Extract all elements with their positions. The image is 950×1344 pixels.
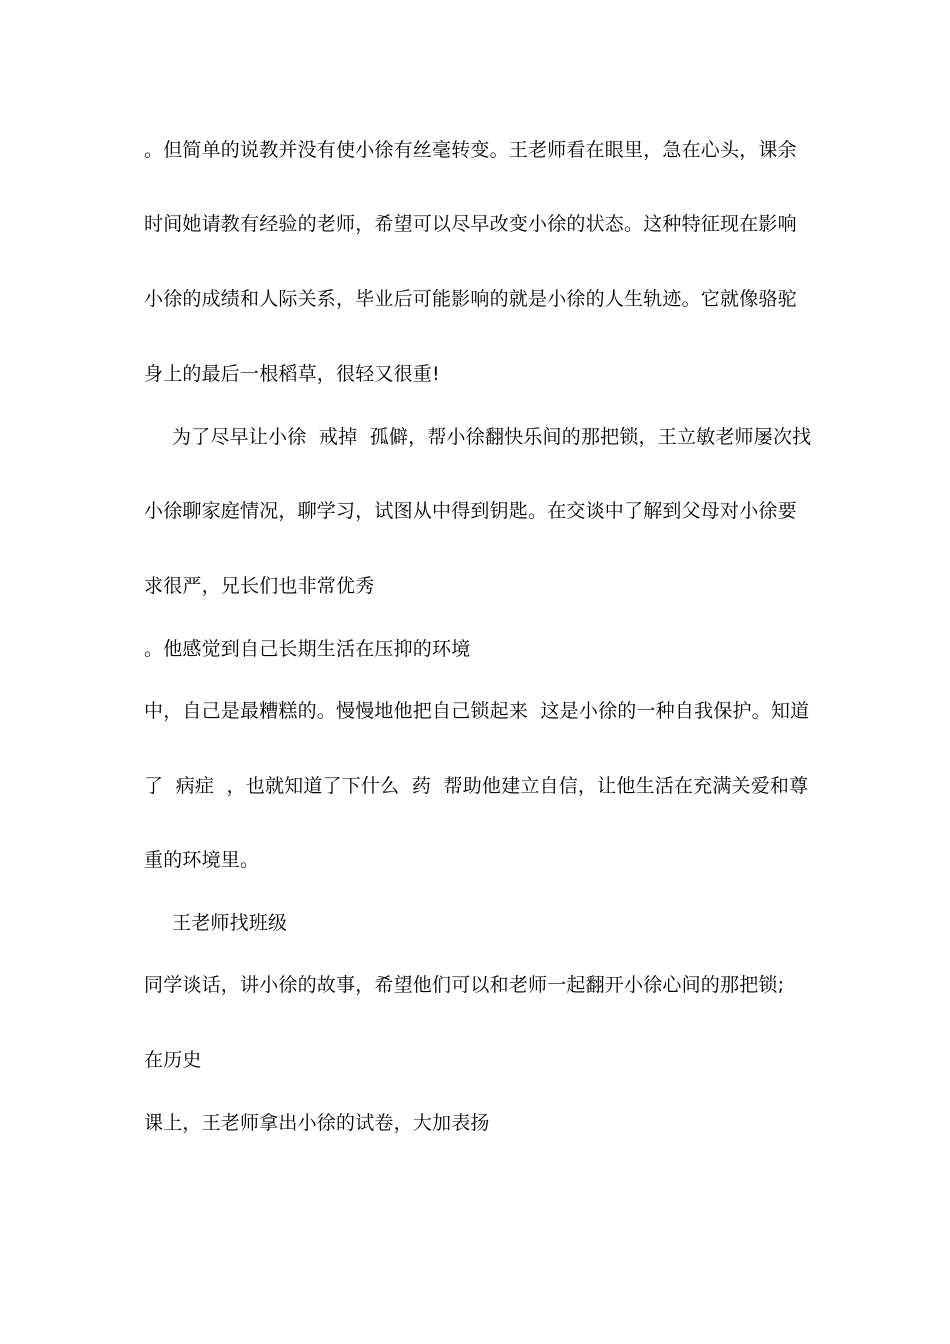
text-line: 中，自己是最糟糕的。慢慢地他把自己锁起来 这是小徐的一种自我保护。知道: [144, 700, 810, 722]
text-line: 重的环境里。: [144, 849, 260, 871]
text-line: 求很严，兄长们也非常优秀: [144, 575, 375, 597]
text-line: 。但简单的说教并没有使小徐有丝毫转变。王老师看在眼里，急在心头，课余: [144, 139, 797, 161]
text-line: 王老师找班级: [172, 912, 288, 934]
text-line: 同学谈话，讲小徐的故事，希望他们可以和老师一起翻开小徐心间的那把锁;: [144, 974, 785, 996]
text-line: 课上，王老师拿出小徐的试卷，大加表扬: [144, 1112, 490, 1134]
text-line: 身上的最后一根稻草，很轻又很重!: [144, 363, 440, 385]
text-line: 了 病症 ，也就知道了下什么 药 帮助他建立自信，让他生活在充满关爱和尊: [144, 775, 809, 797]
text-line: 小徐聊家庭情况，聊学习，试图从中得到钥匙。在交谈中了解到父母对小徐要: [144, 500, 797, 522]
text-line: 小徐的成绩和人际关系，毕业后可能影响的就是小徐的人生轨迹。它就像骆驼: [144, 288, 797, 310]
text-line: 在历史: [144, 1049, 202, 1071]
text-line: 时间她请教有经验的老师，希望可以尽早改变小徐的状态。这种特征现在影响: [144, 213, 797, 235]
text-line: 为了尽早让小徐 戒掉 孤僻，帮小徐翻快乐间的那把锁，王立敏老师屡次找: [172, 426, 812, 448]
text-line: 。他感觉到自己长期生活在压抑的环境: [144, 638, 471, 660]
